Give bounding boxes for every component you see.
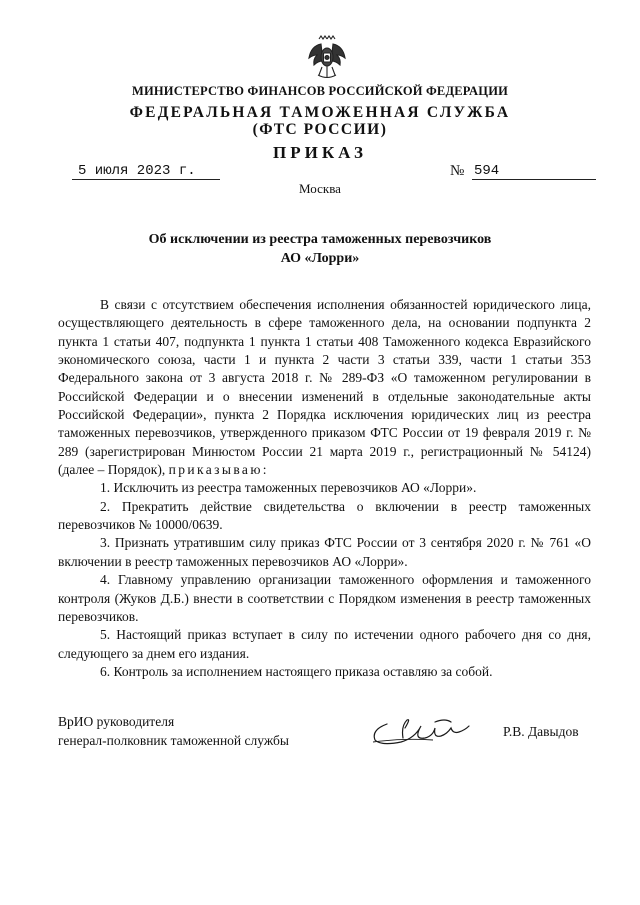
order-item: 3. Признать утратившим силу приказ ФТС России от 3 сентября 2020 г. № 761 «О включении в реестр таможенных перевозчиков АО «Лорри». (58, 535, 591, 569)
order-date: 5 июля 2023 г. (72, 163, 220, 180)
service-short-name: (ФТС РОССИИ) (252, 121, 388, 138)
order-number: 594 (472, 163, 596, 180)
intro-text: В связи с отсутствием обеспечения исполнения обязанностей юридического лица, осуществляющего деятельность в сфере таможенного дела, на основании подпункта 2 пункта 1 статьи 407, подпункта 1 пункта 1 статьи 408 Таможенного кодекса Евразийского экономического союза, части 1 и пункта 2 части 3 статьи 339, части 1 статьи 353 Федерального закона от 3 августа 2018 г. № 289-ФЗ «О таможенном регулировании в Российской Федерации и о внесении изменений в отдельные законодательные акты Российской Федерации», пункта 2 Порядка исключения юридических лиц из реестра таможенных перевозчиков, утвержденного приказом ФТС России от 19 февраля 2019 г. № 289 (зарегистрирован Минюстом России 21 марта 2019 г., регистрационный № 54124) (далее – Порядок), (58, 297, 591, 478)
handwritten-signature (365, 714, 485, 750)
document-title-line2: АО «Лорри» (280, 251, 360, 266)
city: Москва (299, 181, 341, 196)
ministry-name: МИНИСТЕРСТВО ФИНАНСОВ РОССИЙСКОЙ ФЕДЕРАЦИИ (131, 84, 509, 98)
double-headed-eagle-emblem-icon (307, 35, 347, 81)
document-body (58, 296, 591, 681)
order-item: 4. Главному управлению организации таможенного оформления и таможенного контроля (Жуков Д.Б.) внести в соответствии с Порядком изменения в реестр таможенных перевозчиков. (58, 572, 591, 624)
document-type: ПРИКАЗ (273, 143, 367, 162)
intro-paragraph (58, 296, 591, 479)
signatory-position (58, 712, 289, 750)
number-label: № (450, 163, 465, 179)
order-item: 5. Настоящий приказ вступает в силу по истечении одного рабочего дня со дня, следующего за днем его издания. (58, 627, 591, 661)
service-name: ФЕДЕРАЛЬНАЯ ТАМОЖЕННАЯ СЛУЖБА (129, 104, 511, 121)
order-item: 1. Исключить из реестра таможенных перевозчиков АО «Лорри». (100, 480, 477, 496)
order-item: 6. Контроль за исполнением настоящего приказа оставляю за собой. (100, 663, 493, 679)
order-word: приказываю: (168, 462, 269, 478)
signatory-name: Р.В. Давыдов (503, 724, 579, 739)
signatory-position-line1: ВрИО руководителя (58, 714, 175, 729)
order-item: 2. Прекратить действие свидетельства о включении в реестр таможенных перевозчиков № 10000/0639. (58, 498, 591, 533)
signatory-position-line2: генерал-полковник таможенной службы (58, 733, 289, 748)
document-title-line1: Об исключении из реестра таможенных перевозчиков (148, 232, 492, 247)
